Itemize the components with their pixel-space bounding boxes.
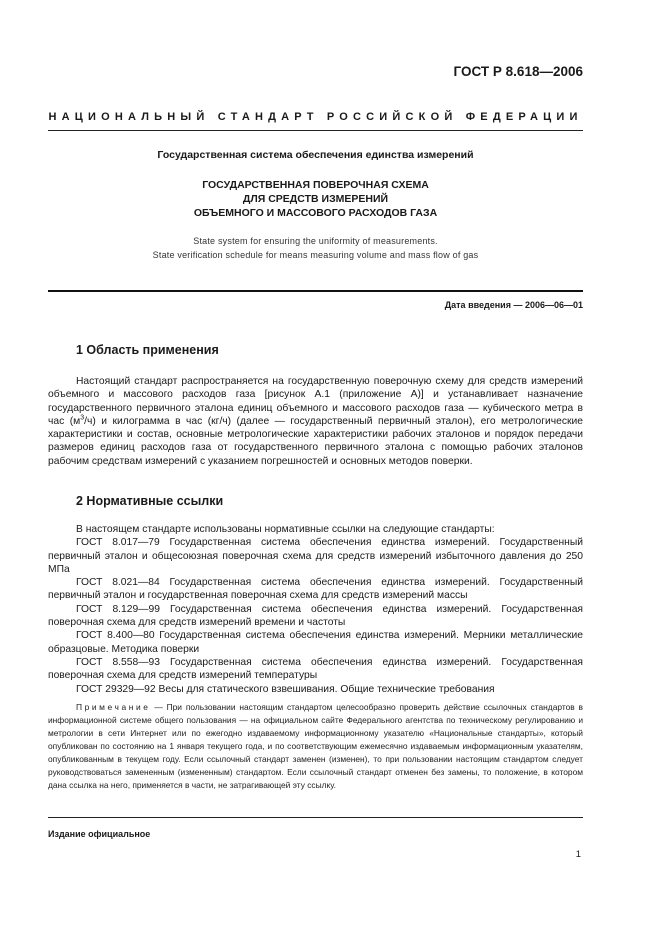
reference-item: ГОСТ 8.400—80 Государственная система обеспечения единства измерений. Мерники металлические образцовые. Методика поверки xyxy=(48,630,583,655)
references-block xyxy=(48,523,583,696)
system-title: Государственная система обеспечения единства измерений xyxy=(157,149,474,161)
english-title xyxy=(48,234,583,262)
main-title xyxy=(48,178,583,220)
section-1-text-part-2: /ч) и килограмма в час (кг/ч) (далее — государственный первичный эталон), его метрологические характеристики и состав, основные метрологические характеристики рабочих эталонов и порядок передачи размеров единиц расходов газа от государственного первичного эталона с помощью рабочих эталонов рабочим средствам измерений с указанием погрешностей и основных методов поверки. xyxy=(48,415,583,467)
section-1-heading: 1 Область применения xyxy=(76,343,219,357)
main-title-line-1: ГОСУДАРСТВЕННАЯ ПОВЕРОЧНАЯ СХЕМА xyxy=(202,179,429,191)
reference-item: ГОСТ 8.017—79 Государственная система обеспечения единства измерений. Государственный первичный эталон и общесоюзная поверочная схема для средств измерений избыточного давления до 250 МПа xyxy=(48,537,583,575)
main-title-line-2: ДЛЯ СРЕДСТВ ИЗМЕРЕНИЙ xyxy=(242,193,389,205)
note-label: Примечание xyxy=(76,702,151,712)
reference-item: ГОСТ 8.558—93 Государственная система обеспечения единства измерений. Государственная поверочная схема для средств измерений температуры xyxy=(48,656,583,682)
section-1-text-part-1: Настоящий стандарт распространяется на государственную поверочную схему для средств измерений объемного и массового расходов газа [рисунок А.1 (приложение А)] и устанавливает назначение государственного первичного эталона единиц объемного и массового расходов газа — кубического метра в час (м xyxy=(48,376,583,427)
section-1-paragraph xyxy=(48,375,583,468)
footer-divider xyxy=(48,817,583,818)
note-text: — При пользовании настоящим стандартом целесообразно проверить действие ссылочных стандартов в информационной системе общего пользования — на официальном сайте Федерального агентства по техническому регулированию и метрологии в сети Интернет или по ежегодно издаваемому информационному указателю «Национальные стандарты», который опубликован по состоянию на 1 января текущего года, и по соответствующим ежемесячно издаваемым информационным указателям, опубликованным в текущем году. Если ссылочный стандарт заменен (изменен), то при пользовании настоящим стандартом следует руководствоваться замененным (измененным) стандартом. Если ссылочный стандарт отменен без замены, то положение, в котором дана ссылка на него, применяется в части, не затрагивающей эту ссылку. xyxy=(48,702,583,790)
national-standard-banner: НАЦИОНАЛЬНЫЙ СТАНДАРТ РОССИЙСКОЙ ФЕДЕРАЦИИ xyxy=(48,111,583,123)
references-intro: В настоящем стандарте использованы нормативные ссылки на следующие стандарты: xyxy=(76,524,495,535)
edition-label: Издание официальное xyxy=(48,829,151,839)
page-number: 1 xyxy=(575,849,581,860)
section-2-heading: 2 Нормативные ссылки xyxy=(76,494,224,508)
reference-note xyxy=(48,701,583,792)
title-divider xyxy=(48,290,583,292)
cubic-superscript: 3 xyxy=(80,414,85,422)
reference-item: ГОСТ 29329—92 Весы для статического взвешивания. Общие технические требования xyxy=(76,683,495,695)
header-divider xyxy=(48,130,583,131)
introduction-date: Дата введения — 2006—06—01 xyxy=(444,300,583,310)
english-title-line-1: State system for ensuring the uniformity of measurements. xyxy=(193,236,438,246)
reference-item: ГОСТ 8.021—84 Государственная система обеспечения единства измерений. Государственный первичный эталон и государственная поверочная схема для средств измерений массы xyxy=(48,577,583,602)
reference-item: ГОСТ 8.129—99 Государственная система обеспечения единства измерений. Государственная поверочная схема для средств измерений времени и частоты xyxy=(48,603,583,629)
english-title-line-2: State verification schedule for means measuring volume and mass flow of gas xyxy=(152,250,479,260)
main-title-line-3: ОБЪЕМНОГО И МАССОВОГО РАСХОДОВ ГАЗА xyxy=(193,207,438,219)
document-code: ГОСТ Р 8.618—2006 xyxy=(453,64,583,79)
